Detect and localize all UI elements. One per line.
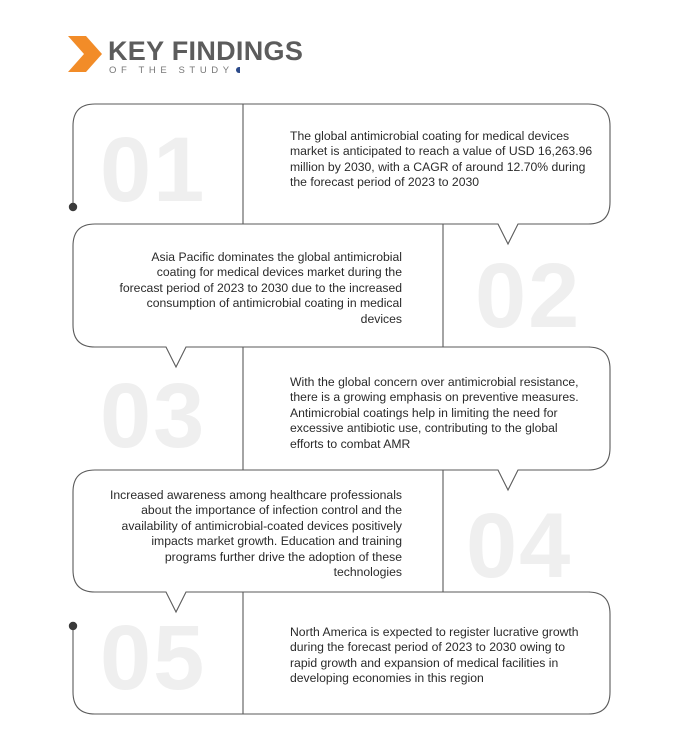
finding-text: North America is expected to register lucrative growth during the forecast period of 2023 to 2030 owing to rapid growth and expansion of medical facilities in developing economies in this region [290,625,579,686]
finding-number: 02 [475,245,582,347]
finding-number: 03 [100,365,207,467]
finding-text: The global antimicrobial coating for medical devices market is anticipated to reach a value of USD 16,263.96 million by 2030, with a CAGR of around 12.70% during the forecast period of 2023 to 2030 [290,129,593,190]
timeline-dot [69,622,77,630]
finding-number: 04 [466,495,573,597]
finding-number: 05 [100,607,207,709]
finding-text: With the global concern over antimicrobial resistance, there is a growing emphasis on preventive measures. Antimicrobial coatings help in limiting the need for excessive antibiotic use, contributing to the global efforts to combat AMR [290,375,579,451]
finding-text: Asia Pacific dominates the global antimicrobial coating for medical devices market during the forecast period of 2023 to 2030 due to the increased consumption of antimicrobial coating in medical devices [119,250,402,326]
page-title: KEY FINDINGS [108,36,304,66]
finding-text: Increased awareness among healthcare professionals about the importance of infection control and the availability of antimicrobial-coated devices positively impacts market growth. Education and training programs further drive the adoption of these technologies [110,488,402,580]
finding-number: 01 [100,119,207,221]
timeline-dot [69,203,77,211]
page-subtitle: OF THE STUDY [109,65,240,76]
